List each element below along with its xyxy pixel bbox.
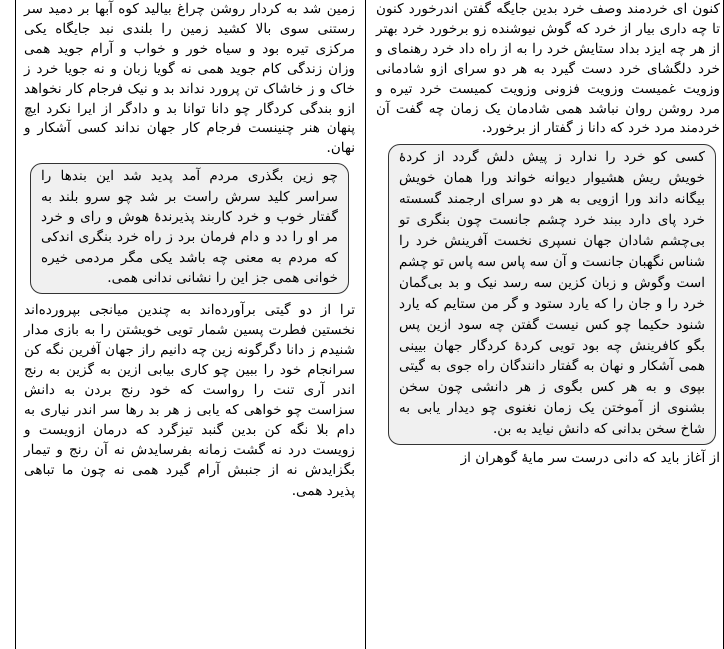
left-column — [24, 0, 355, 649]
column-divider — [365, 0, 366, 649]
left-intro-paragraph: زمین شد به کردار روشن چراغ بیالید کوه آبها بر دمید سر رستنی سوی بالا کشید زمین را بلندی نبد جایگاه یکی مرکزی تیره بود و سیاه خور و خواب و آرام جوید همی وزان زندگی کام جوید همی نه گویا زبان و نه جویا خرد ز خاک و ز خاشاک تن پرورد نداند بد و نیک فرجام کار نخواهد ازو بندگی کردگار چو دانا توانا بد و دادگر از ایرا نکرد ایچ پنهان هنر چنینست فرجام کار جهان نداند کسی آشکار و نهان. — [24, 1, 355, 157]
right-after-box-paragraph: از آغاز باید که دانی درست سر مایهٔ گوهران از — [460, 450, 720, 467]
right-highlight-box — [388, 144, 716, 445]
left-highlight-box — [30, 163, 349, 293]
right-box-text: کسی کو خرد را ندارد ز پیش دلش گردد از کردهٔ خویش ریش هشیوار دیوانه خواند ورا همان خویش بیگانه داند ورا ازویی به هر دو سرای ارجمند گسسته خرد پای دارد ببند خرد چشم جانست چون بنگری تو بی‌چشم شادان جهان نسپری نخست آفرینش خرد را شناس نگهبان جانست و آن سه پاس سه پاس تو چشم است وگوش و زبان کزین سه رسد نیک و بد بی‌گمان خرد را و جان را که یارد ستود و گر من ستایم که یارد شنود حکیما چو کس نیست گفتن چه سود ازین پس بگو کافرینش چه بود تویی کردهٔ کردگار جهان بیینی همی آشکار و نهان به گفتار دانندگان راه جوی به گیتی بپوی و به هر کس بگوی ز هر دانشی چون سخن بشنوی از آموختن یک زمان نغنوی چو دیدار یابی به شاخ سخن بدانی که دانش نیاید به بن. — [399, 149, 705, 438]
left-margin-rule — [15, 0, 16, 649]
left-box-text: چو زین بگذری مردم آمد پدید شد این بندها را سراسر کلید سرش راست بر شد چو سرو بلند به گفتار خوب و خرد کاربند پذیرندهٔ هوش و رای و خرد مر او را دد و دام فرمان برد ز راه خرد بنگری اندکی که مردم به معنی چه باشد یکی مگر مردمی خیره خوانی همی جز این را نشانی ندانی همی. — [41, 168, 338, 287]
right-column — [376, 0, 720, 649]
left-after-box-paragraph: ترا از دو گیتی برآورده‌اند به چندین میانجی بپرورده‌اند نخستین فطرت پسین شمار تویی خویشتن را به بازی مدار شنیدم ز دانا دگرگونه زین چه دانیم راز جهان آفرین نگه کن سرانجام خود را ببین چو کاری بیابی ازین به گزین به رنج اندر آری تنت را رواست که خود رنج بردن به دانش سزاست چو خواهی که یابی ز هر بد رها سر اندر نیاری به دام بلا نگه کن بدین گنبد تیزگرد که درمان ازویست و زویست درد نه گشت زمانه بفرسایدش نه آن رنج و تیمار بگزایدش نه از جنبش آرام گیرد همی نه چون ما تباهی پذیرد همی. — [24, 301, 355, 499]
right-intro-paragraph: کنون ای خردمند وصف خرد بدین جایگه گفتن اندرخورد کنون تا چه داری بیار از خرد که گوش نیوشنده زو برخورد خرد بهتر از هر چه ایزد بداد ستایش خرد را به از راه داد خرد رهنمای و خرد دلگشای خرد دست گیرد به هر دو سرای ازو شادمانی وزویت غمیست وزویت فزونی وزویت کمیست خرد تیره و مرد روشن روان نباشد همی شادمان یک زمان چه گفت آن خردمند مرد خرد که دانا ز گفتار از برخورد. — [376, 1, 720, 137]
